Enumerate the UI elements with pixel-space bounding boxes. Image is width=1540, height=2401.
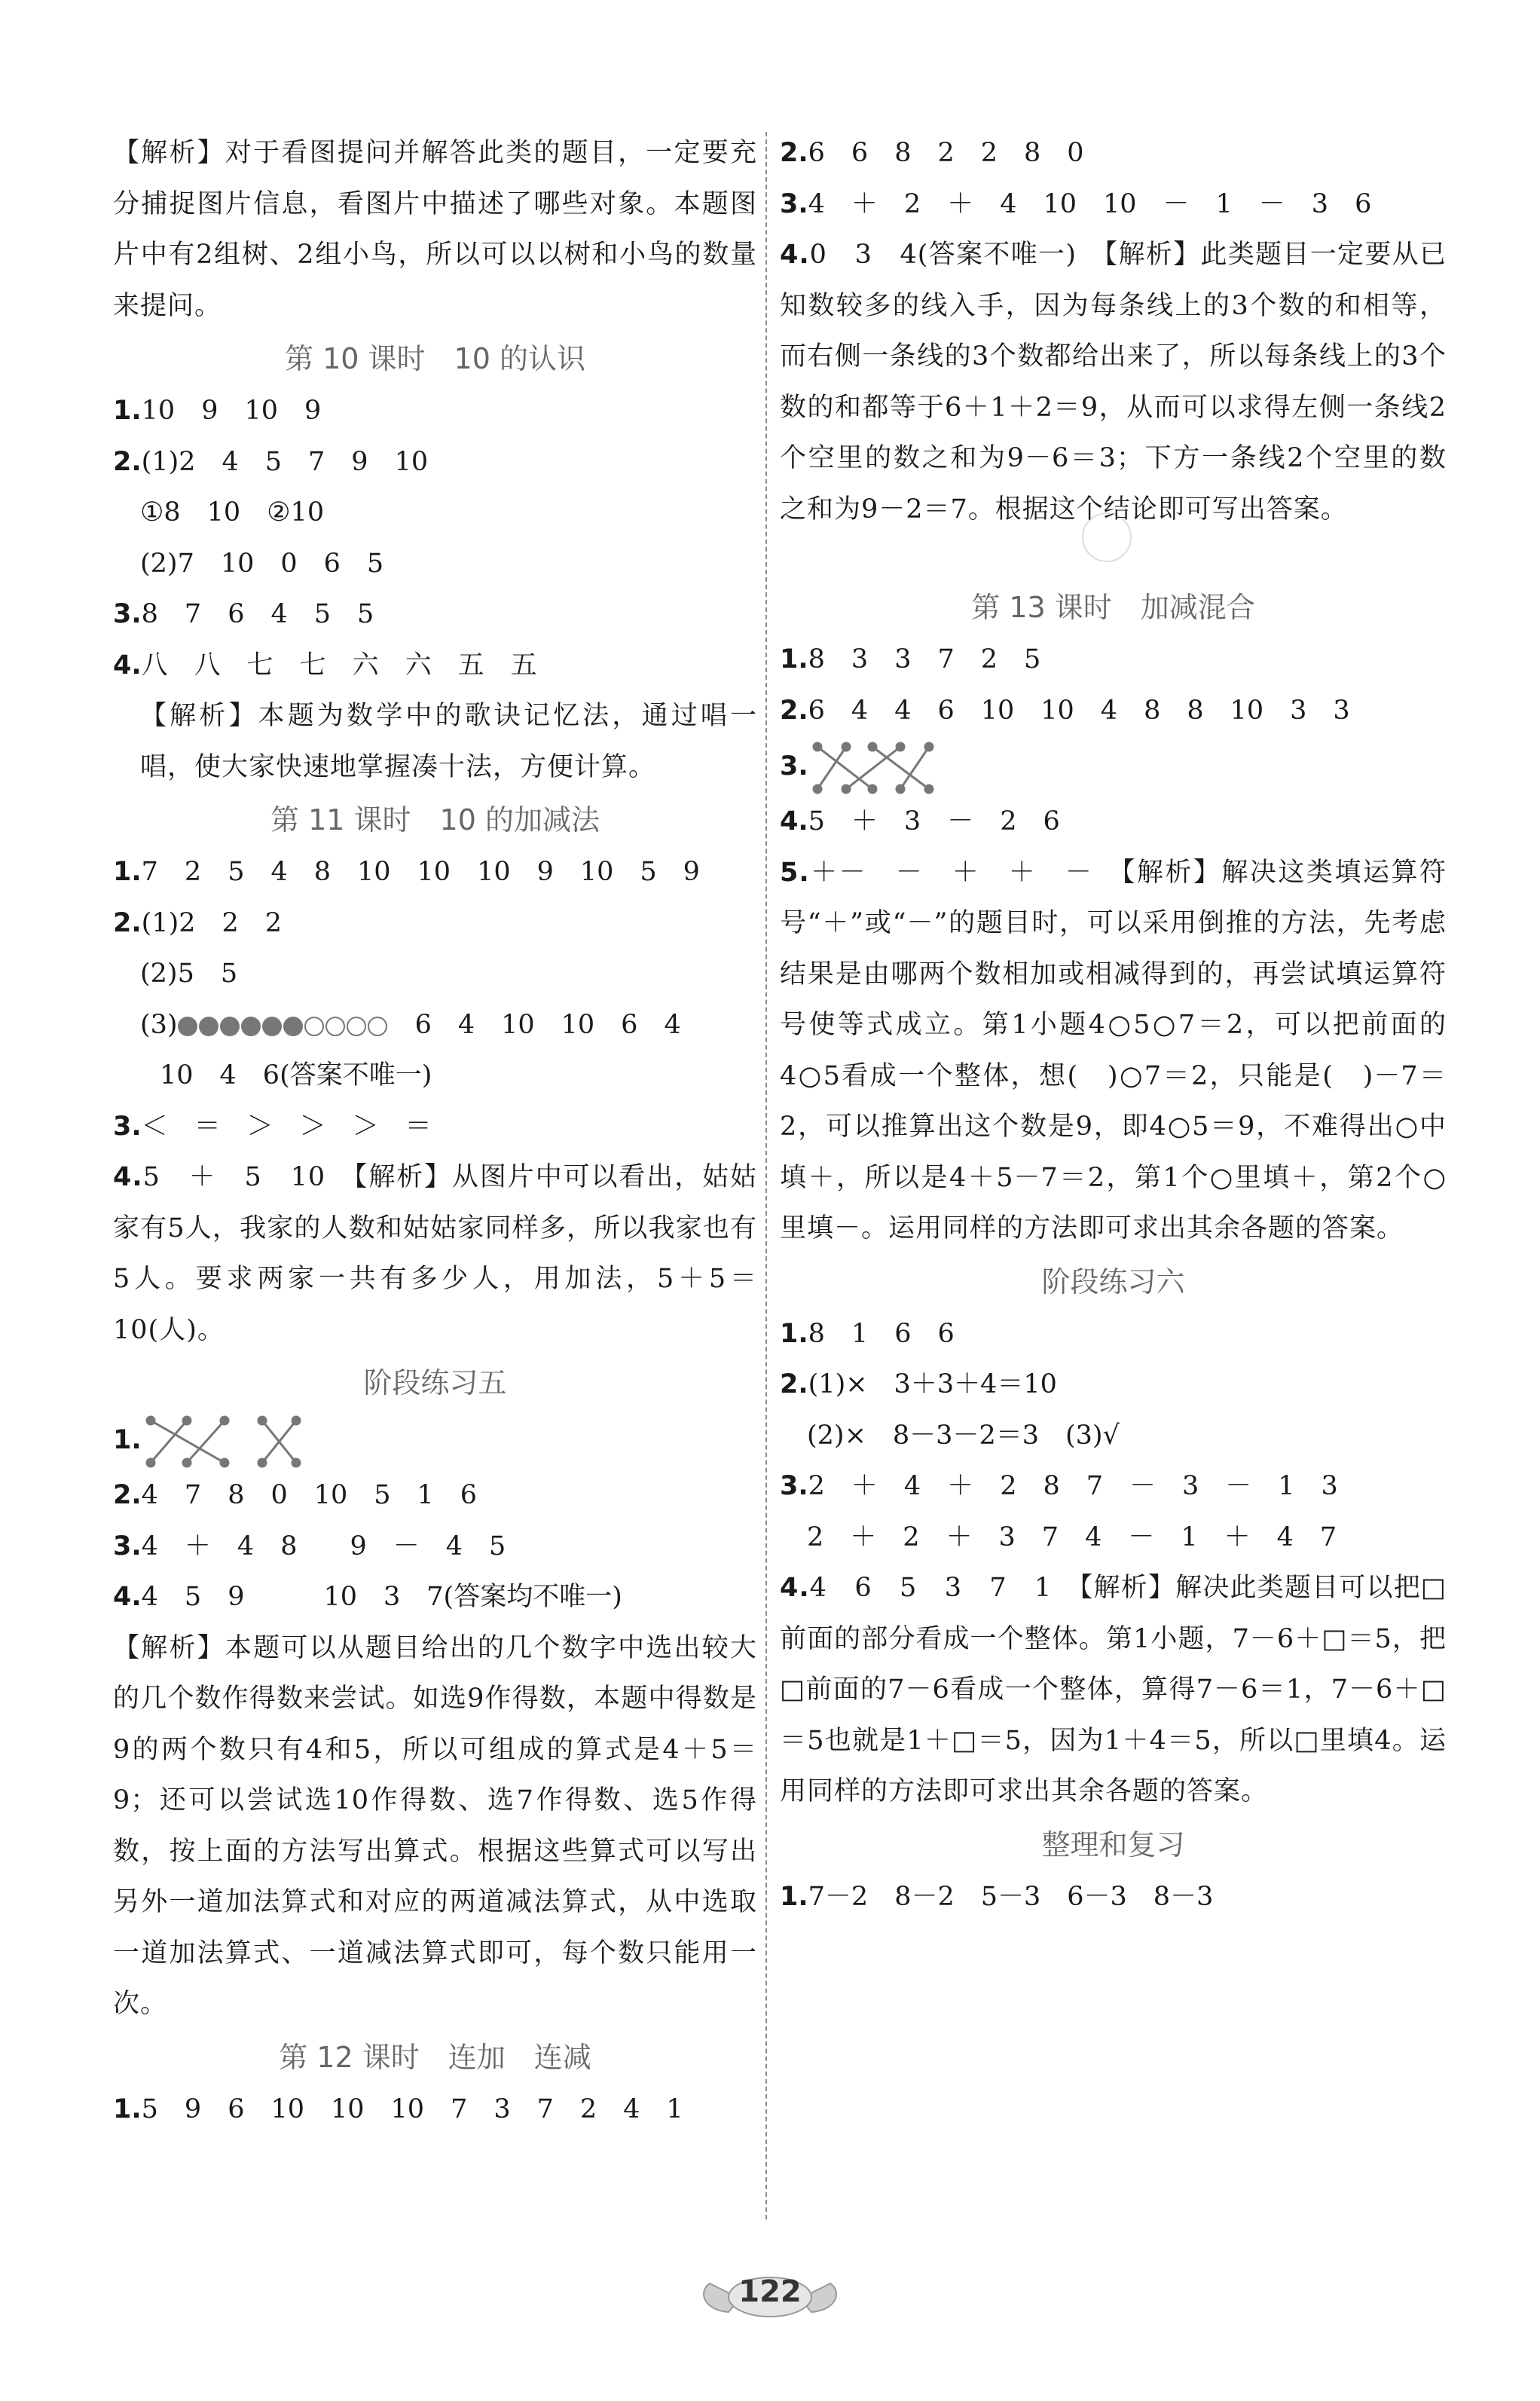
answer-line <box>113 1522 757 1573</box>
empty-dot <box>304 1017 324 1036</box>
question-number: 3. <box>780 751 808 781</box>
answer-line <box>113 949 757 1000</box>
section-title-lesson-11: 第 11 课时 10 的加减法 <box>270 803 600 837</box>
question-number: 2. <box>780 695 808 726</box>
filled-dot <box>241 1017 261 1036</box>
answer-text: 8 1 6 6 <box>808 1318 955 1349</box>
answer-line <box>113 1572 757 1623</box>
question-number: 5. <box>780 857 810 888</box>
right-column <box>780 128 1447 1922</box>
answer-text: 10 4 6(答案不唯一) <box>160 1060 432 1090</box>
answer-text: ＜ ＝ ＞ ＞ ＞ ＝ <box>141 1111 432 1142</box>
answer-line <box>113 898 757 950</box>
answer-line <box>780 1512 1447 1564</box>
answer-text: (3) <box>140 1009 178 1040</box>
question-number: 4. <box>780 1573 810 1603</box>
answer-line <box>113 847 757 898</box>
question-number: 2. <box>113 446 142 477</box>
answer-line <box>113 1000 757 1051</box>
section-title-lesson-13: 第 13 课时 加减混合 <box>971 591 1255 624</box>
answer-text: 5 9 6 10 10 10 7 3 7 2 4 1 <box>141 2094 683 2124</box>
answer-text: (2)5 5 <box>140 959 238 989</box>
question-number: 4. <box>113 1582 142 1612</box>
empty-dot <box>325 1017 345 1036</box>
question-number: 4. <box>113 650 142 681</box>
answer-text: 4 6 5 3 7 1 【解析】解决此类题目可以把□前面的部分看成一个整体。第1小题，7－6＋□＝5，把□前面的7－6看成一个整体，算得7－6＝1，7－6＋□＝5也就是1＋□＝5，因为1＋4＝5，所以□里填4。运用同样的方法即可求出其余各题的答案。 <box>780 1573 1447 1806</box>
analysis-paragraph: 【解析】对于看图提问并解答此类的题目，一定要充分捕捉图片信息，看图片中描述了哪些对象。本题图片中有2组树、2组小鸟，所以可以以树和小鸟的数量来提问。 <box>113 138 757 321</box>
answer-line <box>780 736 1447 797</box>
answer-text: ＋－ － ＋ ＋ － 【解析】解决这类填运算符号“＋”或“－”的题目时，可以采用倒推的方法，先考虑结果是由哪两个数相加或相减得到的，再尝试填运算符号使等式成立。第1小题4○5○7＝2，可以把前面的4○5看成一个整体，想( )○7＝2，只能是( )－7＝2，可以推算出这个数是9，即4○5＝9，不难得出○中填＋，所以是4＋5－7＝2，第1个○里填＋，第2个○里填－。运用同样的方法即可求出其余各题的答案。 <box>780 857 1447 1243</box>
answer-line <box>113 641 757 692</box>
analysis-paragraph: 【解析】本题为数学中的歌诀记忆法，通过唱一唱，使大家快速地掌握凑十法，方便计算。 <box>140 701 757 782</box>
answer-text: (1)2 2 2 <box>141 907 283 938</box>
answer-text: 10 9 10 9 <box>141 396 322 426</box>
answer-line <box>780 797 1447 848</box>
answer-line <box>113 2084 757 2136</box>
answer-text: 6 4 10 10 6 4 <box>388 1009 681 1040</box>
answer-text: 5 ＋ 3 － 2 6 <box>808 806 1060 837</box>
answer-paragraph <box>113 1152 757 1356</box>
question-number: 1. <box>780 1318 808 1349</box>
answer-text: 8 3 3 7 2 5 <box>808 644 1041 674</box>
column-divider <box>765 132 767 2219</box>
section-title-lesson-12: 第 12 课时 连加 连减 <box>279 2040 591 2074</box>
answer-text: 6 4 4 6 10 10 4 8 8 10 3 3 <box>808 695 1350 726</box>
question-number: 3. <box>780 188 808 219</box>
answer-line <box>780 1461 1447 1512</box>
answer-line <box>780 635 1447 686</box>
answer-line <box>113 589 757 641</box>
question-number: 3. <box>113 1531 142 1561</box>
analysis-paragraph: 【解析】本题可以从题目给出的几个数字中选出较大的几个数作得数来尝试。如选9作得数，本题中得数是9的两个数只有4和5，所以可组成的算式是4＋5＝9；还可以尝试选10作得数、选7作得数、选5作得数，按上面的方法写出算式。根据这些算式可以写出另外一道加法算式和对应的两道减法算式，从中选取一道加法算式、一道减法算式即可，每个数只能用一次。 <box>113 1632 757 2019</box>
answer-text: 4 7 8 0 10 5 1 6 <box>141 1480 478 1510</box>
answer-text: (2)× 8－3－2＝3 (3)√ <box>807 1420 1120 1451</box>
answer-text: (1)2 4 5 7 9 10 <box>141 446 429 477</box>
answer-line <box>780 686 1447 737</box>
spacer <box>780 535 1447 580</box>
answer-text: (1)× 3＋3＋4＝10 <box>808 1369 1057 1399</box>
section-title-stage-6: 阶段练习六 <box>1041 1265 1185 1298</box>
answer-line <box>113 437 757 488</box>
question-number: 4. <box>780 806 808 837</box>
answer-paragraph <box>780 848 1447 1255</box>
answer-paragraph <box>780 230 1447 535</box>
answer-line <box>113 1470 757 1522</box>
question-number: 3. <box>113 599 142 629</box>
matching-lines-figure <box>142 1413 307 1470</box>
filled-dot <box>220 1017 240 1036</box>
section-title-review: 整理和复习 <box>1041 1828 1185 1861</box>
filled-dot <box>262 1017 282 1036</box>
question-number: 4. <box>780 240 810 270</box>
answer-text: (2)7 10 0 6 5 <box>140 548 384 579</box>
question-number: 1. <box>780 644 808 674</box>
section-title-lesson-10: 第 10 课时 10 的认识 <box>285 342 585 375</box>
question-number: 1. <box>780 1881 808 1912</box>
question-number: 1. <box>113 396 142 426</box>
question-number: 1. <box>113 857 142 887</box>
answer-line <box>113 1410 757 1470</box>
answer-paragraph <box>780 1563 1447 1818</box>
question-number: 3. <box>113 1111 142 1142</box>
answer-line <box>780 1872 1447 1923</box>
question-number: 1. <box>113 2094 142 2124</box>
dot-figure <box>178 1000 389 1051</box>
answer-line <box>780 128 1447 179</box>
question-number: 1. <box>113 1425 142 1455</box>
answer-line <box>113 539 757 590</box>
answer-line <box>113 1102 757 1153</box>
answer-line <box>780 1309 1447 1360</box>
question-number: 4. <box>113 1162 143 1192</box>
question-number: 2. <box>113 1480 142 1510</box>
page-footer <box>695 2268 845 2321</box>
answer-text: 7－2 8－2 5－3 6－3 8－3 <box>808 1881 1214 1912</box>
answer-text: 7 2 5 4 8 10 10 10 9 10 5 9 <box>141 857 700 887</box>
left-column <box>113 128 757 2135</box>
answer-line <box>113 488 757 539</box>
answer-text: ①8 10 ②10 <box>140 497 325 528</box>
answer-text: 4 5 9 10 3 7(答案均不唯一) <box>141 1582 622 1612</box>
matching-lines-figure <box>808 739 937 797</box>
answer-line <box>780 1411 1447 1462</box>
answer-line <box>780 1360 1447 1411</box>
answer-text: 8 7 6 4 5 5 <box>141 599 374 629</box>
empty-dot <box>368 1017 387 1036</box>
filled-dot <box>199 1017 218 1036</box>
answer-text: 八 八 七 七 六 六 五 五 <box>141 650 537 681</box>
answer-text: 6 6 8 2 2 8 0 <box>808 138 1084 168</box>
section-title-stage-5: 阶段练习五 <box>363 1366 507 1399</box>
answer-line <box>113 1051 757 1102</box>
filled-dot <box>283 1017 303 1036</box>
page-number: 122 <box>738 2274 802 2309</box>
question-number: 2. <box>113 907 142 938</box>
empty-dot <box>347 1017 366 1036</box>
answer-text: 4 ＋ 2 ＋ 4 10 10 － 1 － 3 6 <box>808 188 1372 219</box>
answer-line <box>780 179 1447 231</box>
question-number: 2. <box>780 138 808 168</box>
answer-text: 0 3 4(答案不唯一) 【解析】此类题目一定要从已知数较多的线入手，因为每条线上的3个数的和相等，而右侧一条线的3个数都给出来了，所以每条线上的3个数的和都等于6＋1＋2＝9，从而可以求得左侧一条线2个空里的数之和为9－6＝3；下方一条线2个空里的数之和为9－2＝7。根据这个结论即可写出答案。 <box>780 240 1447 525</box>
answer-text: 2 ＋ 4 ＋ 2 8 7 － 3 － 1 3 <box>808 1471 1338 1501</box>
answer-text: 4 ＋ 4 8 9 － 4 5 <box>141 1531 506 1561</box>
question-number: 2. <box>780 1369 808 1399</box>
filled-dot <box>178 1017 197 1036</box>
answer-text: 2 ＋ 2 ＋ 3 7 4 － 1 ＋ 4 7 <box>807 1522 1337 1552</box>
answer-text: 5 ＋ 5 10 【解析】从图片中可以看出，姑姑家有5人，我家的人数和姑姑家同样多，所以我家也有5人。要求两家一共有多少人，用加法，5＋5＝10(人)。 <box>113 1162 757 1345</box>
question-number: 3. <box>780 1471 808 1501</box>
answer-line <box>113 386 757 437</box>
